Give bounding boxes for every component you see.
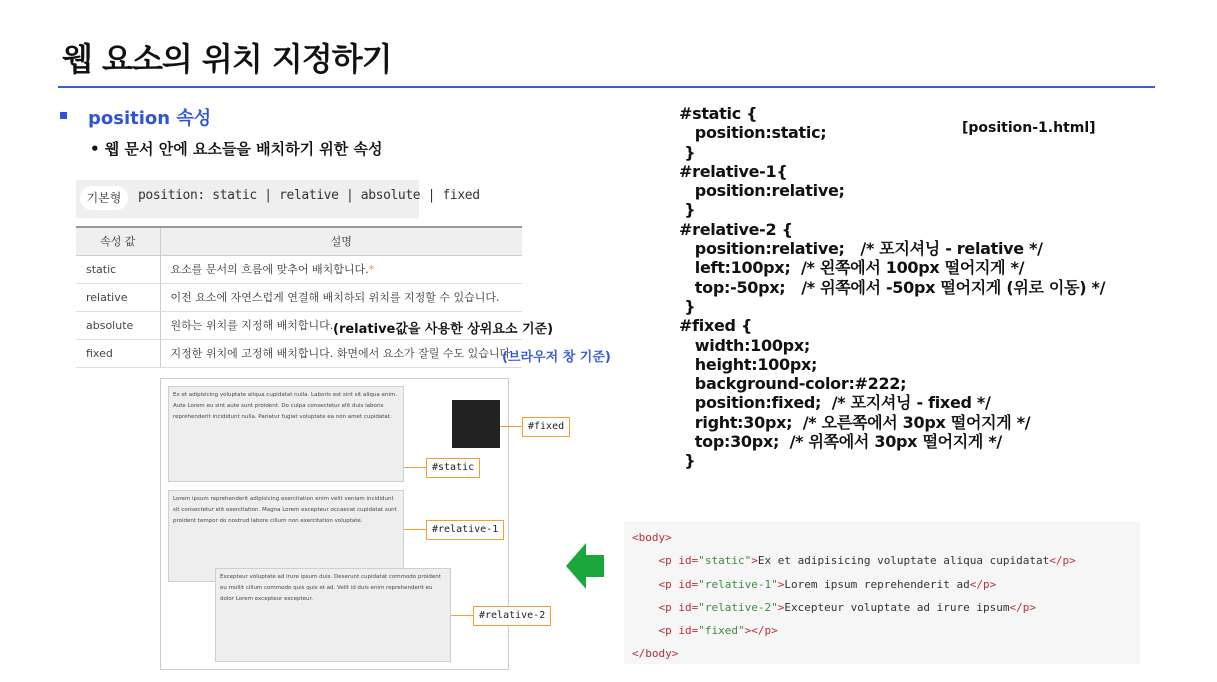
table-header-row (76, 227, 522, 255)
table-cell-desc: 지정한 위치에 고정해 배치합니다. 화면에서 요소가 잘릴 수도 있습니다. (160, 339, 522, 367)
demo-static-paragraph: Ex et adipisicing voluptate aliqua cupidatat nulla. Laboris est sint sit aliqua enim. Aute Lorem eu sint aute sunt proident. Do culpa consectetur elit duis laboris reprehenderit incididunt nulla. Pariatur fugiat voluptate ea non amet cupidatat. (168, 386, 404, 482)
css-code-block: #static { position:static; } #relative-1{ position:relative; } #relative-2 { position:relative; /* 포지셔닝 - relative */ left:100px; /* 왼쪽에서 100px 떨어지게 */ top:-50px; /* 위쪽에서 -50px 떨어지게 (위로 이동) */ } #fixed { width:100px; height:100px; background-color:#222; position:fixed; /* 포지셔닝 - fixed */ right:30px; /* 오른쪽에서 30px 떨어지게 */ top:30px; /* 위쪽에서 30px 떨어지게 */ } (679, 104, 1106, 471)
code-line: <body> (632, 531, 672, 544)
arrow-left-icon (566, 543, 604, 589)
connector-line (500, 426, 522, 427)
table-cell-value: static (76, 255, 160, 283)
code-line: <p id="relative-1">Lorem ipsum reprehenderit ad</p> (658, 577, 997, 591)
star-mark: * (368, 263, 375, 276)
code-line: <p id="relative-2">Excepteur voluptate ad irure ipsum</p> (658, 600, 1037, 614)
connector-line (404, 529, 426, 530)
table-row (76, 255, 522, 283)
table-cell-value: absolute (76, 311, 160, 339)
section-heading: position 속성 (88, 108, 212, 129)
demo-fixed-box (452, 400, 500, 448)
table-row (76, 339, 522, 367)
table-header: 속성 값 (76, 227, 160, 255)
title-divider (58, 86, 1155, 88)
label-fixed: #fixed (522, 417, 570, 437)
table-cell-value: fixed (76, 339, 160, 367)
file-reference: [position-1.html] (962, 120, 1096, 136)
table-cell-desc: 이전 요소에 자연스럽게 연결해 배치하되 위치를 지정할 수 있습니다. (160, 283, 522, 311)
bullet-square-icon (60, 112, 67, 119)
demo-relative2-paragraph: Excepteur voluptate ad irure ipsum duis. Deserunt cupidatat commodo proident eu mollit cillum commodo quis quis et ad. Velit id duis enim reprehenderit eu dolor Lorem excepteur excepteur. (215, 568, 451, 662)
table-cell-desc (160, 255, 522, 283)
code-line: <p id="fixed"></p> (658, 624, 778, 638)
syntax-tag: 기본형 (80, 186, 128, 210)
syntax-text: position: static | relative | absolute | fixed (138, 188, 480, 203)
desc-text: 요소를 문서의 흐름에 맞추어 배치합니다. (170, 263, 369, 276)
section-subheading: • 웹 문서 안에 요소들을 배치하기 위한 속성 (90, 140, 383, 158)
fixed-note: (브라우저 창 기준) (502, 350, 611, 365)
property-table (76, 226, 522, 368)
table-row (76, 283, 522, 311)
label-static: #static (426, 458, 480, 478)
html-code-block (624, 522, 1140, 664)
label-relative-2: #relative-2 (473, 606, 551, 626)
table-header: 설명 (160, 227, 522, 255)
demo-relative1-paragraph: Lorem ipsum reprehenderit adipisicing exercitation enim velit veniam incididunt sit consectetur elit exercitation. Magna Lorem excepteur occaecat cupidatat sunt proident tempor do nostrud labore cillum non exercitation voluptate. (168, 490, 404, 582)
slide-title: 웹 요소의 위치 지정하기 (62, 40, 392, 78)
code-line: <p id="static">Ex et adipisicing voluptate aliqua cupidatat</p> (658, 554, 1076, 568)
code-line: </body> (632, 647, 679, 661)
table-cell-value: relative (76, 283, 160, 311)
label-relative-1: #relative-1 (426, 520, 504, 540)
table-cell-desc: 원하는 위치를 지정해 배치합니다. (160, 311, 522, 339)
connector-line (451, 615, 473, 616)
connector-line (404, 467, 426, 468)
absolute-note: (relative값을 사용한 상위요소 기준) (333, 322, 554, 337)
